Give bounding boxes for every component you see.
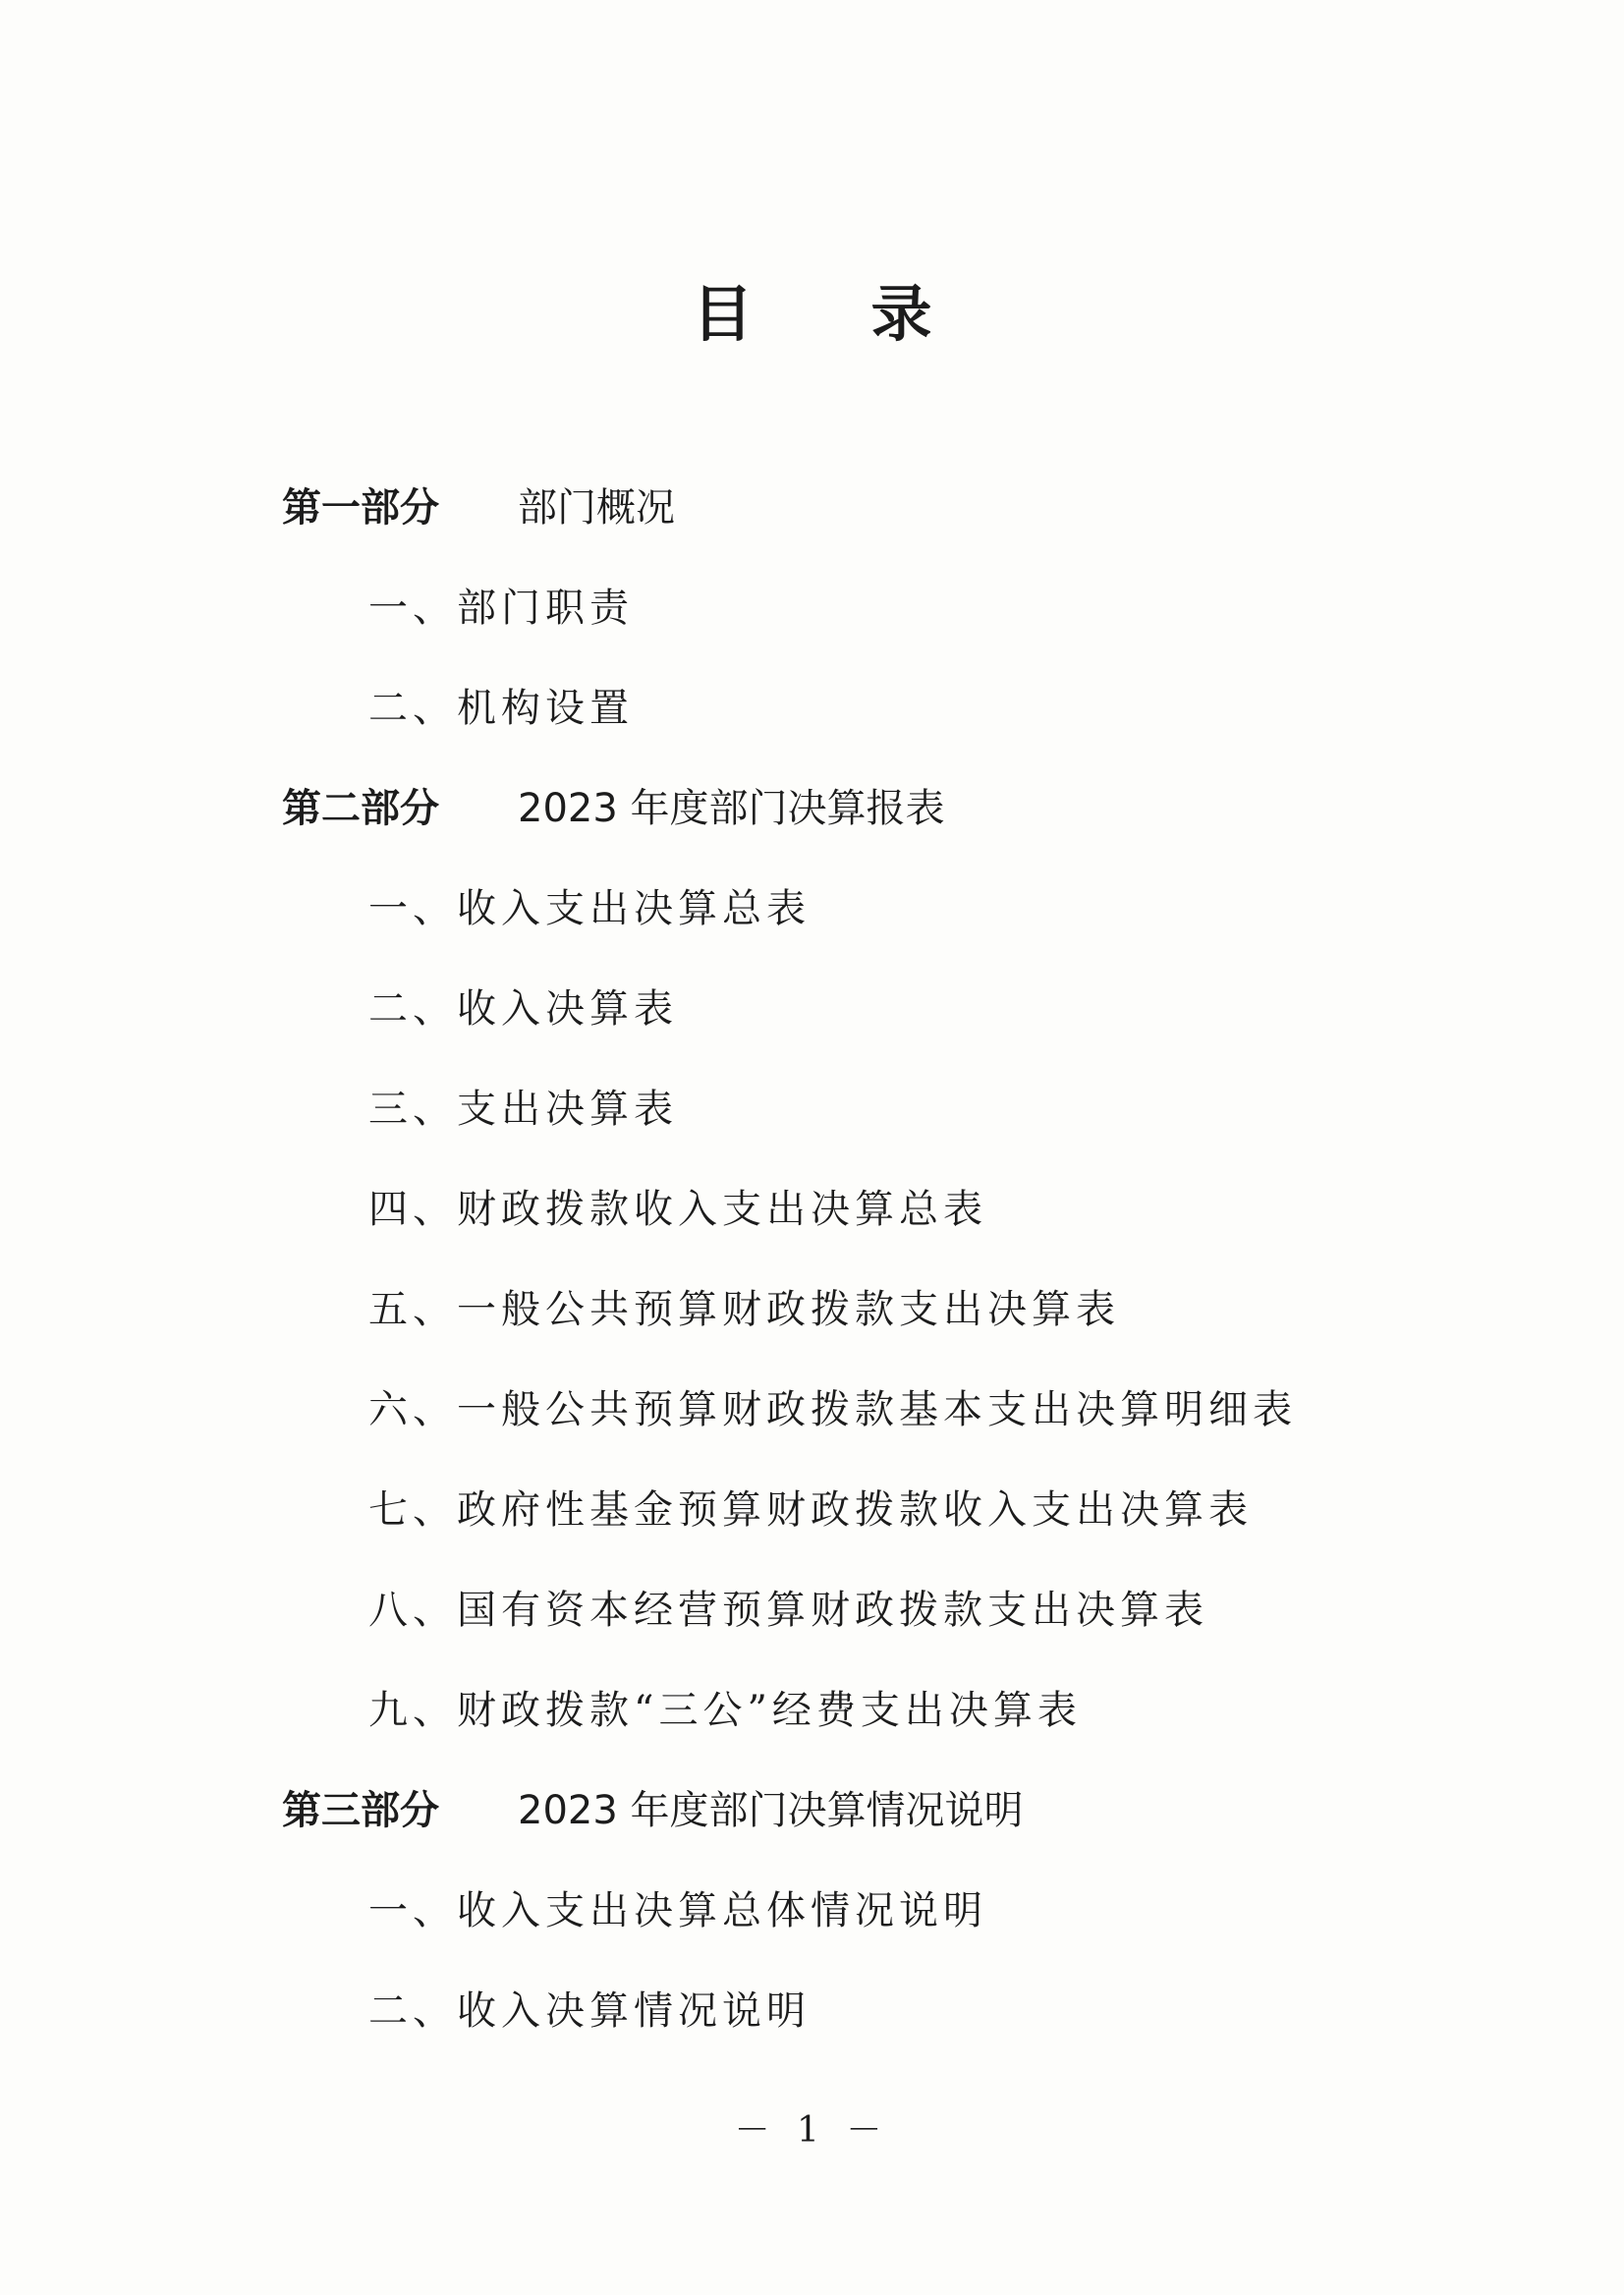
- title-char-2: 录: [870, 278, 932, 350]
- part-title: 2023 年度部门决算情况说明: [518, 1788, 1024, 1833]
- toc-part-3: [282, 1761, 1461, 1861]
- toc-item: 二、机构设置: [368, 686, 634, 731]
- toc-part-1: [282, 458, 1461, 558]
- page-title: [0, 265, 1624, 353]
- toc-item: 四、财政拨款收入支出决算总表: [368, 1187, 987, 1232]
- toc-item: 二、收入决算表: [368, 986, 678, 1032]
- toc-item: 八、国有资本经营预算财政拨款支出决算表: [368, 1588, 1208, 1633]
- toc-item: 一、收入支出决算总表: [368, 886, 811, 931]
- table-of-contents: [282, 458, 1461, 2061]
- part-number: 第二部分: [282, 786, 439, 831]
- toc-item: 六、一般公共预算财政拨款基本支出决算明细表: [368, 1387, 1297, 1432]
- toc-item: 三、支出决算表: [368, 1087, 678, 1132]
- toc-item: 一、部门职责: [368, 586, 634, 631]
- part-number: 第一部分: [282, 485, 439, 531]
- toc-item: 五、一般公共预算财政拨款支出决算表: [368, 1287, 1120, 1332]
- toc-item: 九、财政拨款“三公”经费支出决算表: [368, 1688, 1082, 1733]
- part-title: 部门概况: [518, 485, 675, 531]
- toc-part-2: [282, 758, 1461, 859]
- toc-item: 二、收入决算情况说明: [368, 1988, 811, 2034]
- toc-item: 一、收入支出决算总体情况说明: [368, 1888, 987, 1933]
- part-title: 2023 年度部门决算报表: [518, 786, 945, 831]
- toc-item: 七、政府性基金预算财政拨款收入支出决算表: [368, 1487, 1253, 1533]
- title-char-1: 目: [692, 278, 754, 350]
- page-number: － 1 －: [734, 2110, 890, 2151]
- part-number: 第三部分: [282, 1788, 439, 1833]
